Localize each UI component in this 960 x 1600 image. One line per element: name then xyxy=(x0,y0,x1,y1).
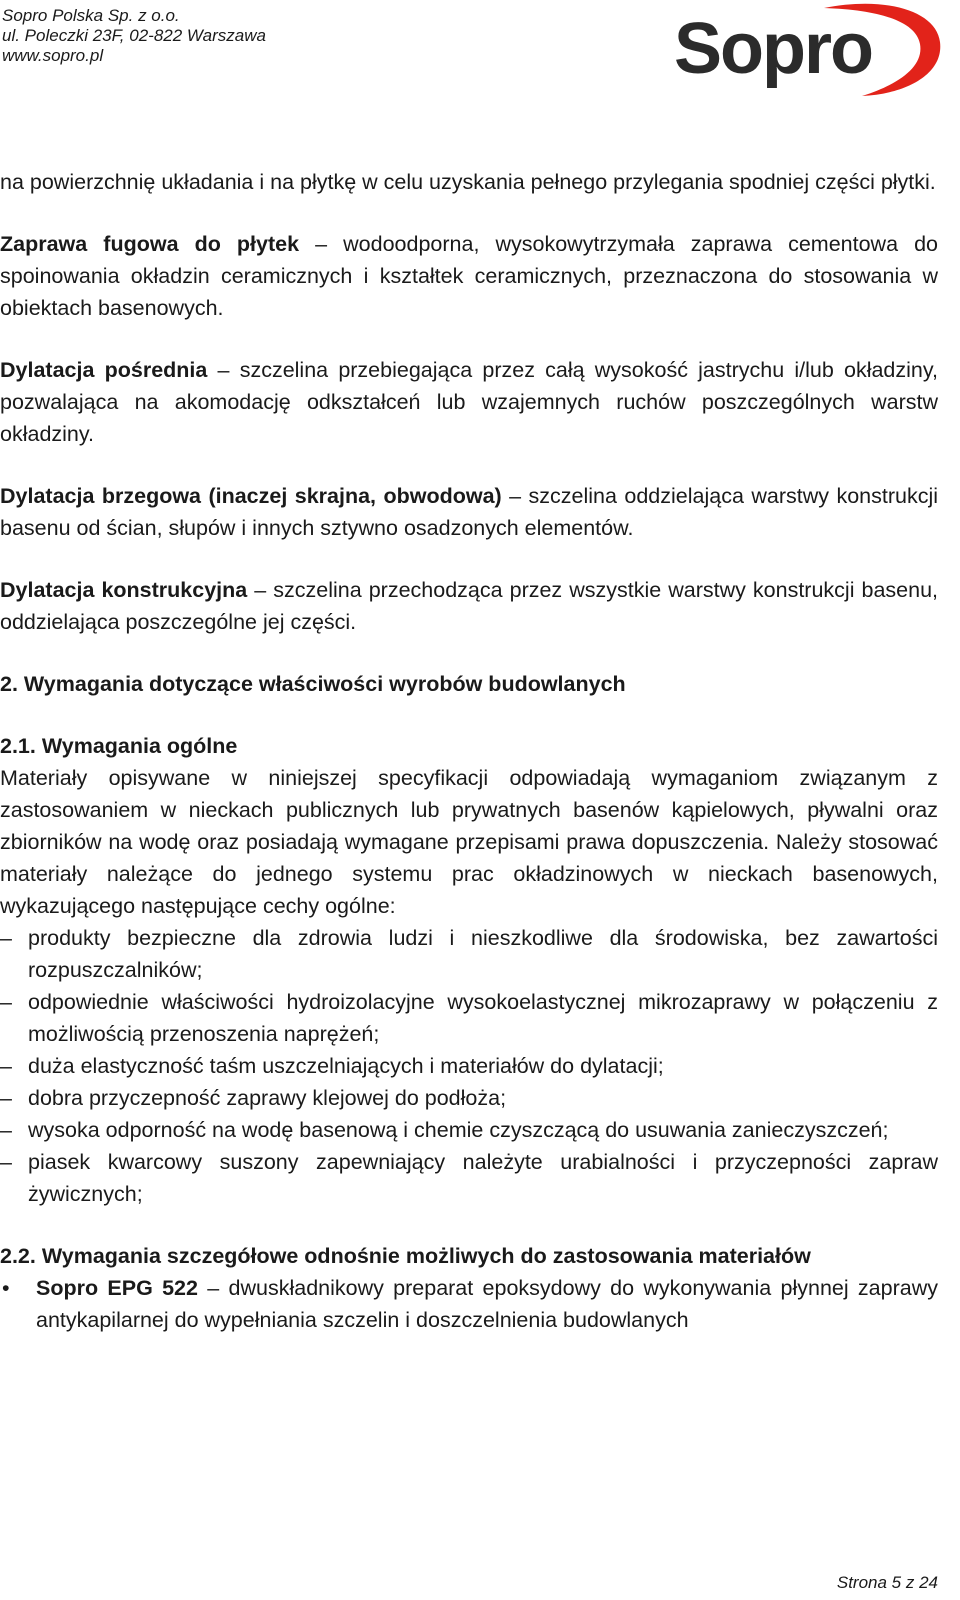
requirements-list xyxy=(0,922,938,1210)
list-item: • Sopro EPG 522 – dwuskładnikowy preparat epoksydowy do wykonywania płynnej zaprawy antykapilarnej do wypełniania szczelin i doszczelnienia budowlanych xyxy=(0,1272,938,1336)
materials-list xyxy=(0,1272,938,1336)
list-item xyxy=(0,1082,938,1114)
dash-marker: – xyxy=(0,1118,12,1142)
dash-marker: – xyxy=(0,926,12,950)
list-item-text: odpowiednie właściwości hydroizolacyjne wysokoelastycznej mikrozaprawy w połączeniu z możliwością przenoszenia naprężeń; xyxy=(28,990,938,1046)
list-item xyxy=(0,922,938,986)
list-item xyxy=(0,1146,938,1210)
definition-edge-joint: Dylatacja brzegowa (inaczej skrajna, obwodowa) – szczelina oddzielająca warstwy konstrukcji basenu od ścian, słupów i innych sztywno osadzonych elementów. xyxy=(0,484,938,540)
list-item-text: duża elastyczność taśm uszczelniających i materiałów do dylatacji; xyxy=(28,1054,664,1078)
dash-marker: – xyxy=(0,990,12,1014)
product-description: dwuskładnikowy preparat epoksydowy do wykonywania płynnej zaprawy antykapilarnej do wypełniania szczelin i doszczelnienia budowlanych xyxy=(36,1276,938,1332)
company-address: ul. Poleczki 23F, 02-822 Warszawa xyxy=(2,26,266,45)
product-name: Sopro EPG 522 xyxy=(36,1276,198,1300)
document-body xyxy=(0,166,938,1336)
definition-text: wodoodporna, wysokowytrzymała zaprawa cementowa do spoinowania okładzin ceramicznych i kształtek ceramicznych, przeznaczona do stosowania w obiektach basenowych. xyxy=(0,232,939,320)
list-item-text: wysoka odporność na wodę basenową i chemie czyszczącą do usuwania zanieczyszczeń; xyxy=(28,1118,889,1142)
list-item xyxy=(0,1114,938,1146)
section-2-1-heading: 2.1. Wymagania ogólne xyxy=(0,734,238,758)
sopro-logo xyxy=(674,0,944,100)
section-2-1-intro: Materiały opisywane w niniejszej specyfikacji odpowiadają wymaganiom związanym z zastosowaniem w nieckach publicznych lub prywatnych basenów kąpielowych, pływalni oraz zbiorników na wodę oraz posiadają wymagane przepisami prawa dopuszczenia. Należy stosować materiały należące do jednego systemu prac okładzinowych w nieckach basenowych, wykazującego następujące cechy ogólne: xyxy=(0,766,938,918)
list-item-text: piasek kwarcowy suszony zapewniający należyte urabialności i przyczepności zapraw żywicznych; xyxy=(28,1150,938,1206)
definition-term: Zaprawa fugowa do płytek xyxy=(0,232,300,256)
list-item xyxy=(0,1050,938,1082)
logo-text: Sopro xyxy=(674,9,872,89)
page-header xyxy=(0,0,960,110)
company-info xyxy=(2,6,266,66)
company-website[interactable]: www.sopro.pl xyxy=(2,46,104,65)
definition-structural-joint: Dylatacja konstrukcyjna – szczelina przechodząca przez wszystkie warstwy konstrukcji basenu, oddzielająca poszczególne jej części. xyxy=(0,578,939,634)
bullet-marker: • xyxy=(2,1276,10,1300)
company-name: Sopro Polska Sp. z o.o. xyxy=(2,6,180,25)
list-item xyxy=(0,986,938,1050)
list-item-text: produkty bezpieczne dla zdrowia ludzi i nieszkodliwe dla środowiska, bez zawartości rozpuszczalników; xyxy=(28,926,938,982)
definition-term: Dylatacja konstrukcyjna xyxy=(0,578,248,602)
definition-term: Dylatacja pośrednia xyxy=(0,358,208,382)
definition-grout: Zaprawa fugowa do płytek – wodoodporna, wysokowytrzymała zaprawa cementowa do spoinowania okładzin ceramicznych i kształtek ceramicznych, przeznaczona do stosowania w obiektach basenowych. xyxy=(0,232,939,320)
definition-text: szczelina oddzielająca warstwy konstrukcji basenu od ścian, słupów i innych sztywno osadzonych elementów. xyxy=(0,484,938,540)
dash-marker: – xyxy=(0,1086,12,1110)
section-2-2-heading: 2.2. Wymagania szczegółowe odnośnie możliwych do zastosowania materiałów xyxy=(0,1244,811,1268)
definition-term: Dylatacja brzegowa (inaczej skrajna, obwodowa) xyxy=(0,484,502,508)
dash-marker: – xyxy=(0,1150,12,1174)
page-number: Strona 5 z 24 xyxy=(836,1573,938,1592)
dash-marker: – xyxy=(0,1054,12,1078)
definition-text: szczelina przebiegająca przez całą wysokość jastrychu i/lub okładziny, pozwalająca na akomodację odkształceń lub wzajemnych ruchów poszczególnych warstw okładziny. xyxy=(0,358,939,446)
definition-intermediate-joint: Dylatacja pośrednia – szczelina przebiegająca przez całą wysokość jastrychu i/lub okładziny, pozwalająca na akomodację odkształceń lub wzajemnych ruchów poszczególnych warstw okładziny. xyxy=(0,358,939,446)
definition-text: szczelina przechodząca przez wszystkie warstwy konstrukcji basenu, oddzielająca poszczególne jej części. xyxy=(0,578,939,634)
list-item-text: dobra przyczepność zaprawy klejowej do podłoża; xyxy=(28,1086,507,1110)
section-2-heading: 2. Wymagania dotyczące właściwości wyrobów budowlanych xyxy=(0,672,626,696)
paragraph-continuation: na powierzchnię układania i na płytkę w celu uzyskania pełnego przylegania spodniej części płytki. xyxy=(0,170,936,194)
